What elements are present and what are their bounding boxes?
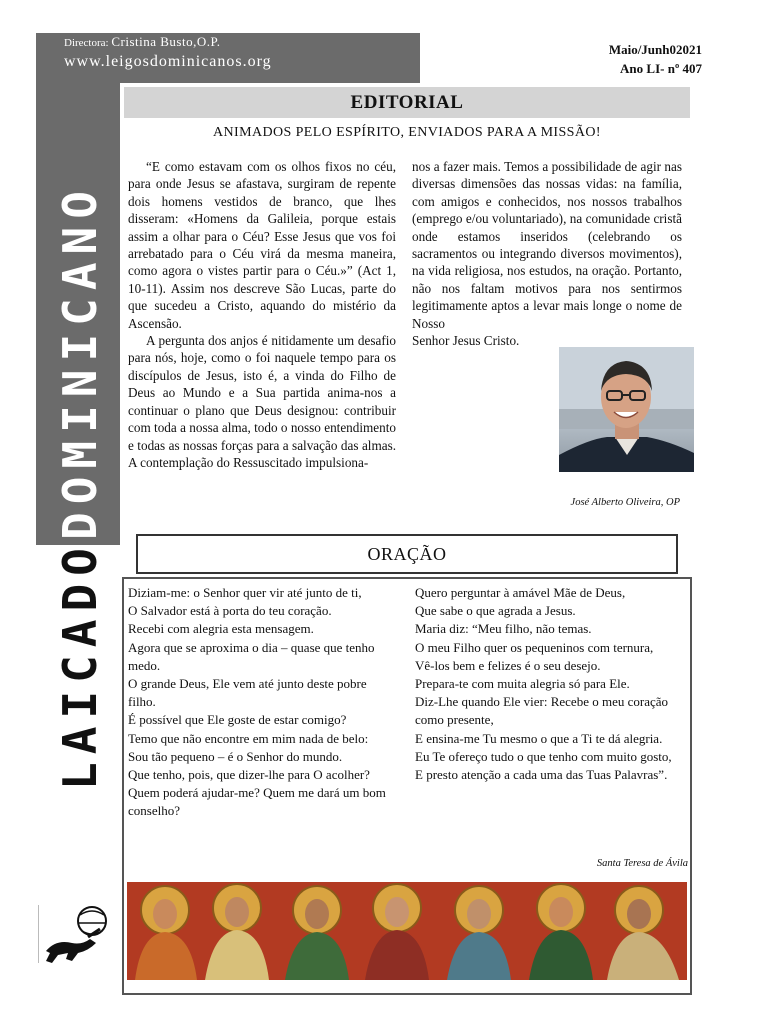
editorial-column-2 — [412, 158, 682, 349]
director-label: Directora: — [64, 37, 109, 49]
photo-caption: José Alberto Oliveira, OP — [570, 497, 680, 508]
prayer-line: Diz-Lhe quando Ele vier: Recebe o meu coração como presente, — [415, 694, 669, 728]
editorial-paragraph: “E como estavam com os olhos fixos no céu, para onde Jesus se afastava, surgiram de repente dois homens vestidos de branco, que lhes disseram: «Homens da Galileia, porque estais assim a olhar para o Céu? Esse Jesus que vos foi arrebatado para o Céu virá da mesma maneira, como agora o vistes partir para o Céu.»” (Act 1, 10-11). Assim nos descreve São Lucas, parte do que sucedeu a Cristo, aquando do mistério da Ascensão. — [128, 159, 396, 331]
editorial-heading: EDITORIAL — [124, 87, 690, 118]
prayer-line: O grande Deus, Ele vem até junto deste pobre filho. — [128, 676, 367, 710]
website-url[interactable]: www.leigosdominicanos.org — [64, 53, 272, 70]
author-photo — [559, 347, 694, 472]
prayer-line: E presto atenção a cada uma das Tuas Palavras”. — [415, 767, 668, 783]
prayer-line: O meu Filho quer os pequeninos com ternura, — [415, 639, 654, 655]
masthead — [36, 33, 420, 83]
prayer-line: É possível que Ele goste de estar comigo? — [128, 712, 347, 728]
director-line — [64, 35, 420, 50]
title-word-laicado: LAICADO — [53, 540, 107, 790]
prayer-line: Vê-los bem e felizes é o seu desejo. — [415, 657, 601, 673]
prayer-line: Que sabe o que agrada a Jesus. — [415, 603, 576, 619]
publication-title — [40, 150, 120, 790]
prayer-line: Diziam-me: o Senhor quer vir até junto de ti, — [128, 585, 362, 600]
prayer-line: O Salvador está à porta do teu coração. — [128, 603, 332, 619]
editorial-paragraph: A pergunta dos anjos é nitidamente um desafio para nós, hoje, como o foi naquele tempo para os discípulos de Jesus, isto é, a vinda do Filho de Deus ao Mundo e a Sua partida anima-nos a continuar o plano que Deus designou: contribuir com toda a nossa alma, todo o nosso entendimento e todas as nossas forças para a salvação das almas. A contemplação do Ressuscitado impulsiona- — [128, 333, 396, 470]
prayer-line: Quero perguntar à amável Mãe de Deus, — [415, 585, 626, 600]
prayer-line: Recebi com alegria esta mensagem. — [128, 621, 314, 637]
prayer-line: Eu Te ofereço tudo o que tenho com muito gosto, — [415, 748, 672, 764]
prayer-author: Santa Teresa de Ávila — [596, 858, 688, 869]
issue-info — [609, 40, 702, 78]
dominican-logo — [38, 903, 116, 965]
issue-date: Maio/Junh02021 — [608, 42, 702, 57]
editorial-column-1 — [128, 158, 396, 471]
prayer-column-2 — [415, 584, 685, 784]
editorial-title: ANIMADOS PELO ESPÍRITO, ENVIADOS PARA A MISSÃO! — [213, 125, 601, 140]
prayer-line: Quem poderá ajudar-me? Quem me dará um bom conselho? — [128, 785, 386, 819]
prayer-line: Maria diz: “Meu filho, não temas. — [415, 621, 592, 637]
prayer-line: Temo que não encontre em mim nada de belo: — [128, 730, 369, 746]
prayer-line: Agora que se aproxima o dia – quase que tenho medo. — [128, 639, 375, 673]
prayer-line: Prepara-te com muita alegria só para Ele. — [415, 676, 630, 692]
saints-painting — [127, 882, 687, 980]
issue-number: Ano LI- nº 407 — [620, 61, 702, 76]
editorial-paragraph: nos a fazer mais. Temos a possibilidade de agir nas diversas dimensões das nossas vidas: na família, com amigos e conhecidos, nos nossos trabalhos (emprego e/ou voluntariado), na comunidade cristã onde estamos inseridos (celebrando os sacramentos ou integrando diversos movimentos), na vida religiosa, nos estudos, na oração. Portanto, não nos faltam motivos para nos sentirmos legitimamente aptos a levar mais longe o nome de Nosso — [412, 159, 682, 331]
prayer-line: Sou tão pequeno – é o Senhor do mundo. — [128, 748, 343, 764]
director-name: Cristina Busto,O.P. — [111, 34, 221, 49]
prayer-line: E ensina-me Tu mesmo o que a Ti te dá alegria. — [415, 730, 663, 746]
prayer-heading: ORAÇÃO — [136, 534, 678, 574]
title-word-dominicano: DOMINICANO — [53, 183, 107, 541]
prayer-column-1 — [128, 584, 396, 821]
editorial-paragraph: Senhor Jesus Cristo. — [412, 333, 520, 349]
prayer-line: Que tenho, pois, que dizer-lhe para O acolher? — [128, 767, 370, 783]
